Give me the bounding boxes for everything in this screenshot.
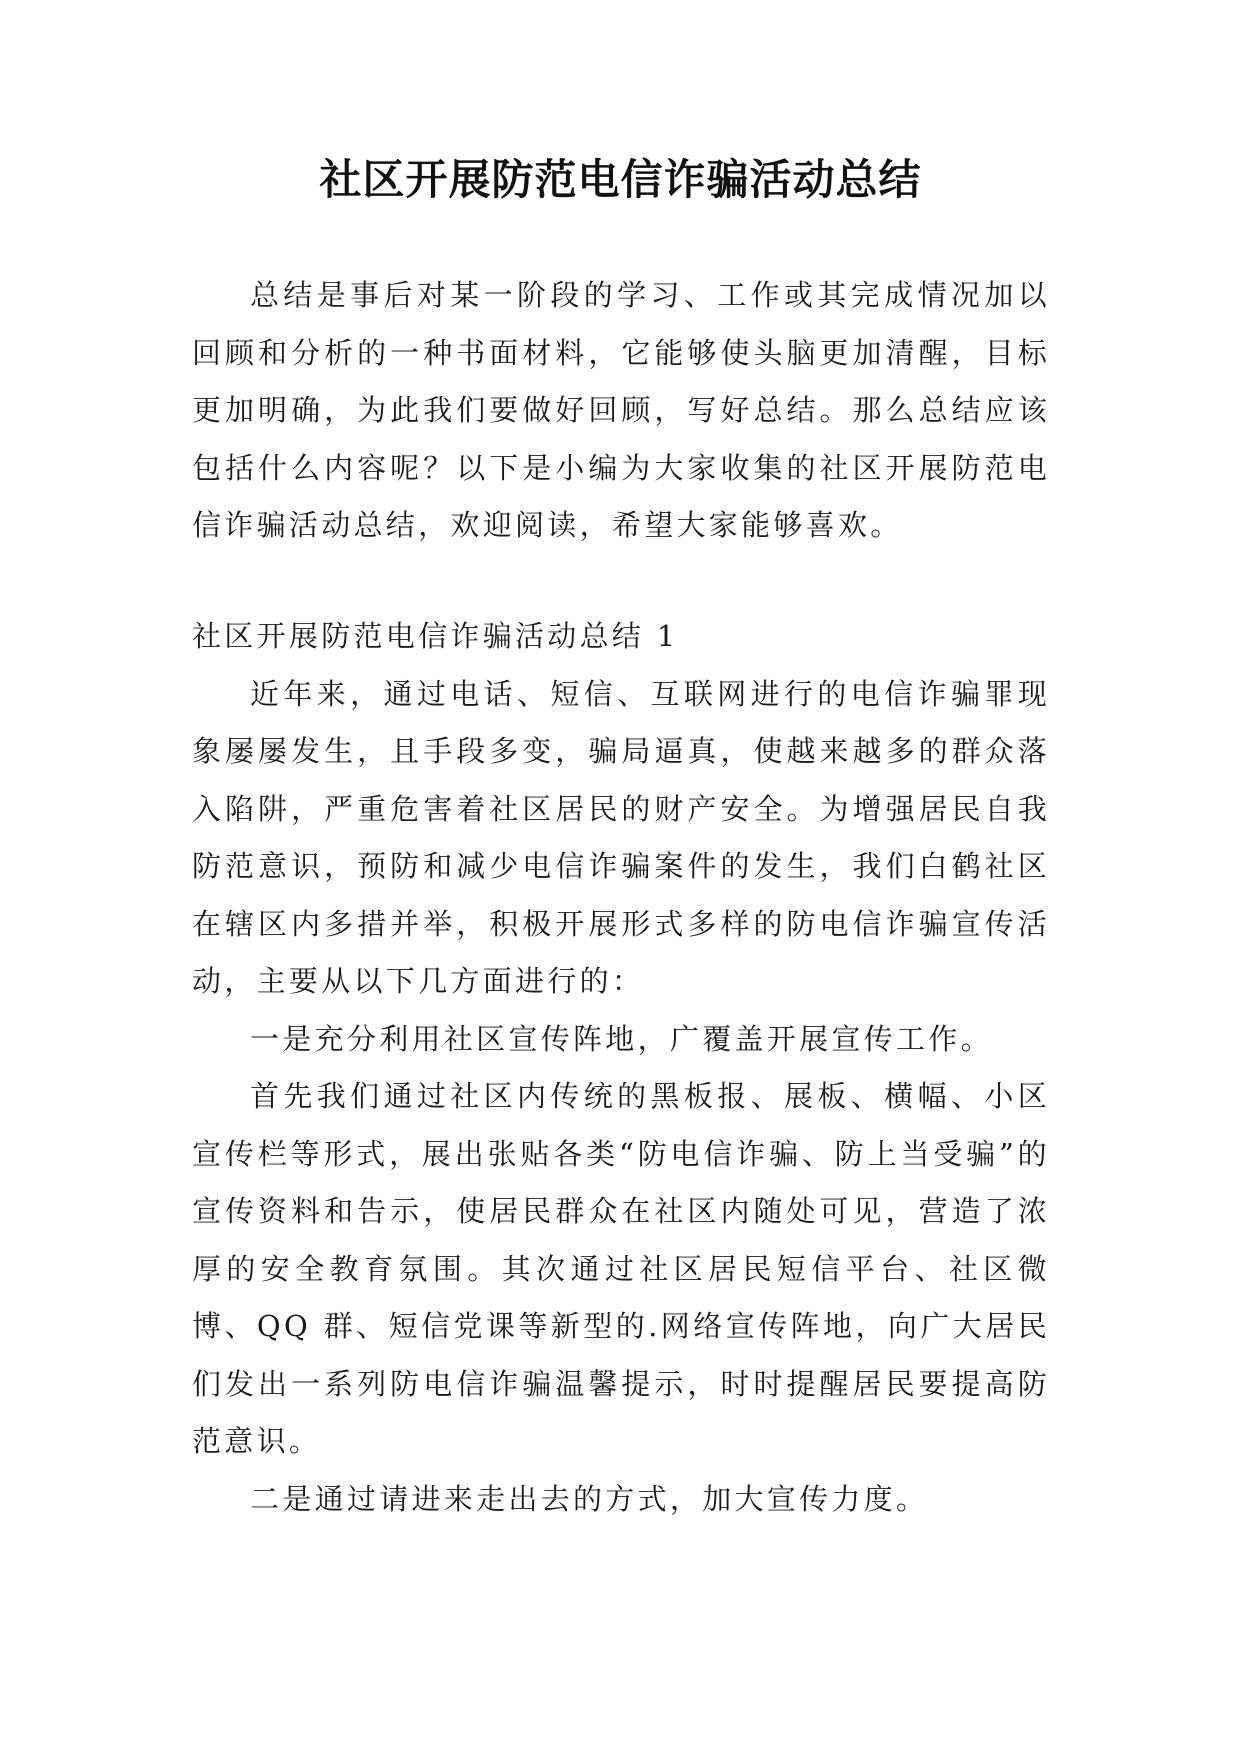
section-1 xyxy=(192,608,1050,1528)
intro-block xyxy=(192,267,1050,555)
body-paragraph: 二是通过请进来走出去的方式，加大宣传力度。 xyxy=(250,1481,929,1516)
body-paragraph: 首先我们通过社区内传统的黑板报、展板、横幅、小区宣传栏等形式，展出张贴各类“防电信诈骗、防上当受骗”的宣传资料和告示，使居民群众在社区内随处可见，营造了浓厚的安全教育氛围。其次通过社区居民短信平台、社区微博、QQ 群、短信党课等新型的.网络宣传阵地，向广大居民们发出一系列防电信诈骗温馨提示，时时提醒居民要提高防范意识。 xyxy=(192,1079,1050,1458)
body-paragraph: 近年来，通过电话、短信、互联网进行的电信诈骗罪现象屡屡发生，且手段多变，骗局逼真，使越来越多的群众落入陷阱，严重危害着社区居民的财产安全。为增强居民自我防范意识，预防和减少电信诈骗案件的发生，我们白鹤社区在辖区内多措并举，积极开展形式多样的防电信诈骗宣传活动，主要从以下几方面进行的： xyxy=(192,676,1050,998)
section-heading: 社区开展防范电信诈骗活动总结 1 xyxy=(192,619,679,653)
body-paragraph: 一是充分利用社区宣传阵地，广覆盖开展宣传工作。 xyxy=(250,1021,993,1056)
intro-paragraph: 总结是事后对某一阶段的学习、工作或其完成情况加以回顾和分析的一种书面材料，它能够使头脑更加清醒，目标更加明确，为此我们要做好回顾，写好总结。那么总结应该包括什么内容呢？以下是小编为大家收集的社区开展防范电信诈骗活动总结，欢迎阅读，希望大家能够喜欢。 xyxy=(192,278,1050,542)
document-title: 社区开展防范电信诈骗活动总结 xyxy=(319,155,922,204)
